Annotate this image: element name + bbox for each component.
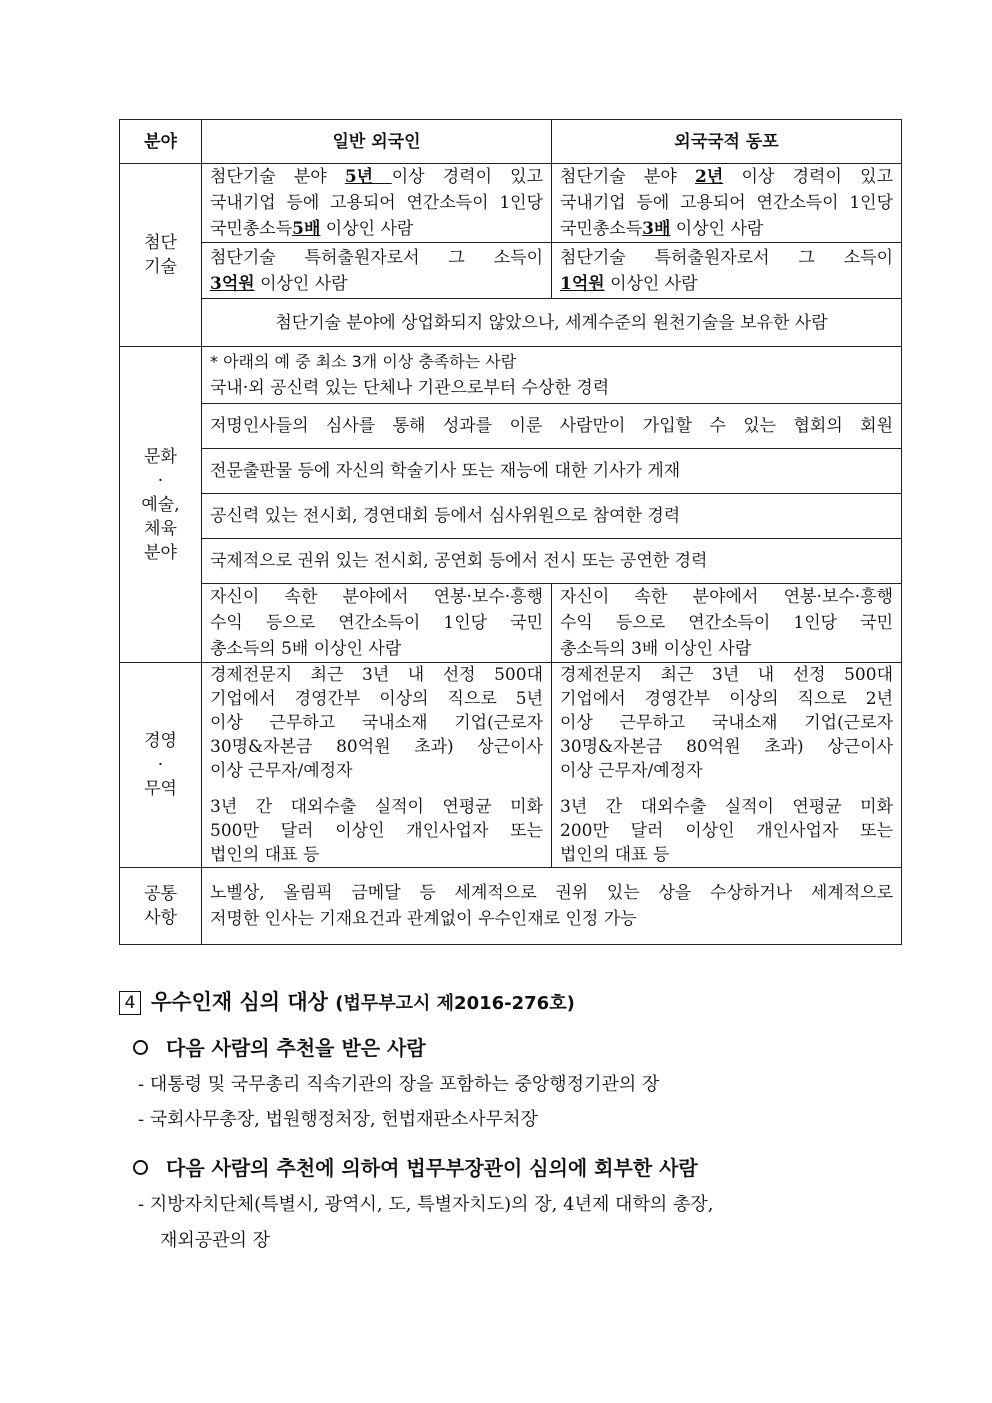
circle-bullet-icon — [133, 1040, 148, 1055]
table-row — [120, 299, 902, 347]
table-row — [120, 663, 902, 868]
circle-bullet-icon — [133, 1160, 148, 1175]
item-heading: 다음 사람의 추천에 의하여 법무부장관이 심의에 회부한 사람 — [166, 1156, 698, 1180]
culture-cell-1: * 아래의 예 중 최소 3개 이상 충족하는 사람 국내·외 공신력 있는 단체나 기관으로부터 수상한 경력 — [202, 347, 902, 404]
culture-compat-income-cell: 자신이 속한 분야에서 연봉·보수·흥행 수익 등으로 연간소득이 1인당 국민 총소득의 3배 이상인 사람 — [552, 584, 902, 663]
table-row — [120, 539, 902, 584]
advanced-general-cell-2: 첨단기술 특허출원자로서 그 소득이 3억원 이상인 사람 — [202, 243, 552, 299]
advanced-merged-cell: 첨단기술 분야에 상업화되지 않았으나, 세계수준의 원천기술을 보유한 사람 — [202, 299, 902, 347]
table-row — [120, 868, 902, 945]
header-general-foreigner: 일반 외국인 — [202, 120, 552, 164]
bullet-text: 재외공관의 장 — [160, 1230, 271, 1251]
advanced-general-cell-1: 첨단기술 분야 5년 이상 경력이 있고 국내기업 등에 고용되어 연간소득이 1인당 국민총소득5배 이상인 사람 — [202, 164, 552, 243]
table-row — [120, 347, 902, 404]
table-row — [120, 404, 902, 449]
table-row — [120, 494, 902, 539]
section-subtitle: (법무부고시 제2016-276호) — [335, 993, 575, 1014]
table-row — [120, 584, 902, 663]
list-item — [133, 1152, 698, 1181]
list-item — [160, 1226, 270, 1252]
category-common: 공통 사항 — [120, 868, 202, 945]
list-item: - 국회사무총장, 법원행정처장, 헌법재판소사무처장 — [138, 1109, 538, 1130]
category-culture-arts-sports: 문화 · 예술, 체육 분야 — [120, 347, 202, 663]
category-business-trade: 경영 · 무역 — [120, 663, 202, 868]
section-heading — [119, 986, 575, 1016]
culture-cell-3: 전문출판물 등에 자신의 학술기사 또는 재능에 대한 기사가 게재 — [202, 449, 902, 494]
list-item: - 지방자치단체(특별시, 광역시, 도, 특별자치도)의 장, 4년제 대학의 총장, — [138, 1194, 714, 1215]
culture-cell-4: 공신력 있는 전시회, 경연대회 등에서 심사위원으로 참여한 경력 — [202, 494, 902, 539]
table-header-row — [120, 120, 902, 164]
bullet-text: 국회사무총장, 법원행정처장, 헌법재판소사무처장 — [149, 1109, 538, 1130]
header-field: 분야 — [120, 120, 202, 164]
table-row — [120, 164, 902, 243]
bullet-text: 대통령 및 국무총리 직속기관의 장을 포함하는 중앙행정기관의 장 — [149, 1074, 660, 1095]
table-row — [120, 449, 902, 494]
business-general-cell: 경제전문지 최근 3년 내 선정 500대 기업에서 경영간부 이상의 직으로 5년 이상 근무하고 국내소재 기업(근로자 30명&자본금 80억원 초과) 상근이사 이상 근무자/예정자 3년 간 대외수출 실적이 연평균 미화 500만 달러 이상인 개인사업자 또는 법인의 대표 등 — [202, 663, 552, 868]
section-title: 우수인재 심의 대상 — [151, 990, 328, 1014]
list-item: - 대통령 및 국무총리 직속기관의 장을 포함하는 중앙행정기관의 장 — [138, 1074, 660, 1095]
culture-cell-5: 국제적으로 권위 있는 전시회, 공연회 등에서 전시 또는 공연한 경력 — [202, 539, 902, 584]
item-heading: 다음 사람의 추천을 받은 사람 — [166, 1036, 426, 1060]
business-compat-cell: 경제전문지 최근 3년 내 선정 500대 기업에서 경영간부 이상의 직으로 2년 이상 근무하고 국내소재 기업(근로자 30명&자본금 80억원 초과) 상근이사 이상 근무자/예정자 3년 간 대외수출 실적이 연평균 미화 200만 달러 이상인 개인사업자 또는 법인의 대표 등 — [552, 663, 902, 868]
culture-general-income-cell: 자신이 속한 분야에서 연봉·보수·흥행 수익 등으로 연간소득이 1인당 국민 총소득의 5배 이상인 사람 — [202, 584, 552, 663]
header-compatriot: 외국국적 동포 — [552, 120, 902, 164]
advanced-compat-cell-1: 첨단기술 분야 2년 이상 경력이 있고 국내기업 등에 고용되어 연간소득이 1인당 국민총소득3배 이상인 사람 — [552, 164, 902, 243]
category-advanced-tech: 첨단 기술 — [120, 164, 202, 347]
talent-criteria-table — [119, 119, 902, 945]
table-row — [120, 243, 902, 299]
common-cell: 노벨상, 올림픽 금메달 등 세계적으로 권위 있는 상을 수상하거나 세계적으로 저명한 인사는 기재요건과 관계없이 우수인재로 인정 가능 — [202, 868, 902, 945]
advanced-compat-cell-2: 첨단기술 특허출원자로서 그 소득이 1억원 이상인 사람 — [552, 243, 902, 299]
list-item — [133, 1032, 426, 1061]
bullet-text: 지방자치단체(특별시, 광역시, 도, 특별자치도)의 장, 4년제 대학의 총장, — [149, 1194, 714, 1215]
culture-cell-2: 저명인사들의 심사를 통해 성과를 이룬 사람만이 가입할 수 있는 협회의 회원 — [202, 404, 902, 449]
section-number-box: 4 — [119, 991, 141, 1015]
